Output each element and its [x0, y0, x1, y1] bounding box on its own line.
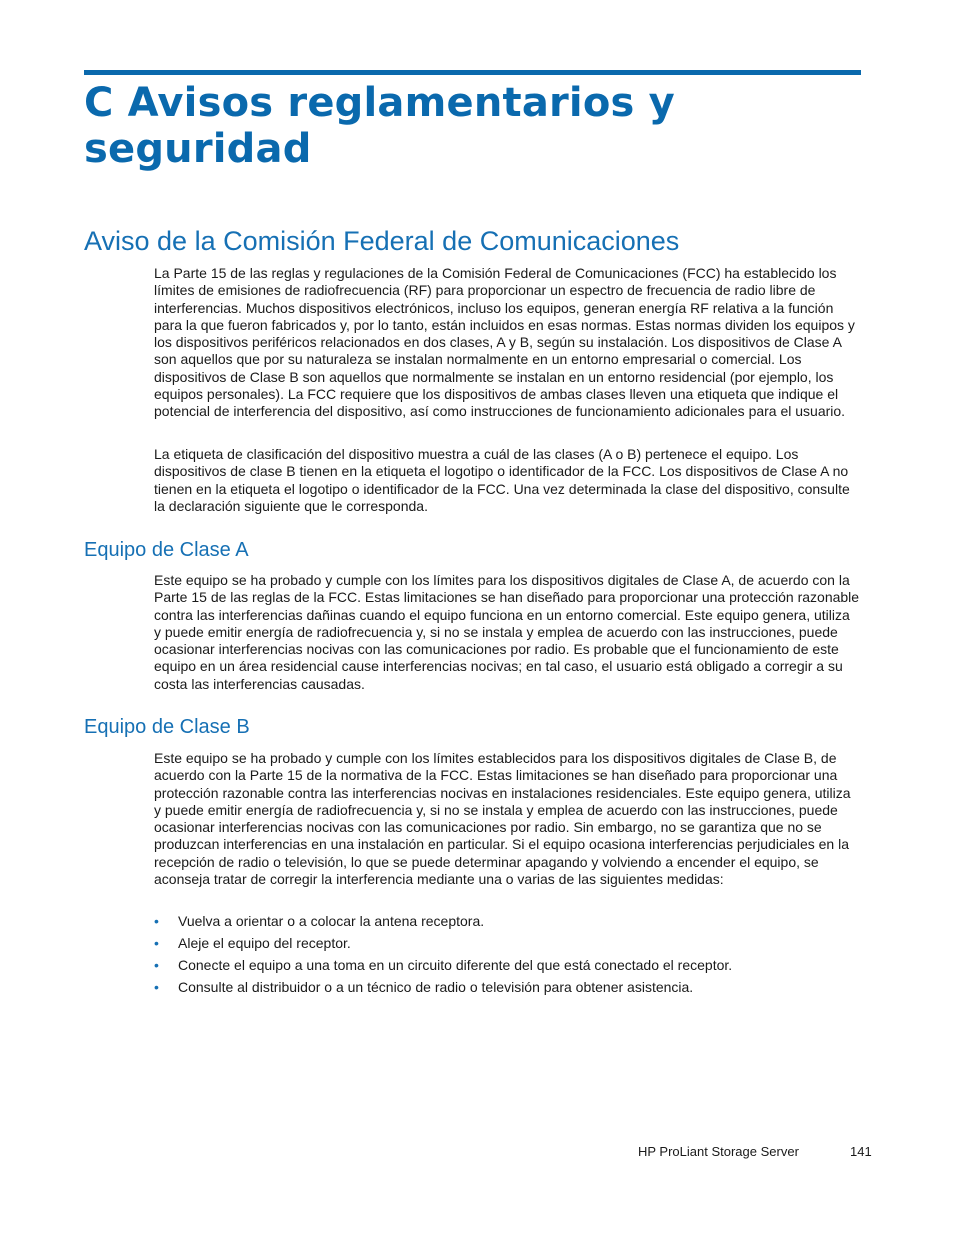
class-b-paragraph: Este equipo se ha probado y cumple con los límites establecidos para los dispositivos digitales de Clase B, de acuerdo con la Parte 15 de la normativa de la FCC. Estas limitaciones se han diseñado para proporcionar una protección razonable contra las interferencias nocivas en instalaciones residenciales. Este equipo genera, utiliza y puede emitir energía de radiofrecuencia y, si no se instala y emplea de acuerdo con las instrucciones, puede ocasionar interferencias nocivas con las comunicaciones por radio. Sin embargo, no se garantiza que no se produzcan interferencias en una instalación en particular. Si el equipo ocasiona interferencias perjudiciales en la recepción de radio o televisión, lo que se puede determinar apagando y volviendo a encender el equipo, se aconseja tratar de corregir la interferencia mediante una o varias de las siguientes medidas: — [154, 750, 851, 888]
section-title-fcc: Aviso de la Comisión Federal de Comunicaciones — [84, 226, 680, 256]
bullet-icon: • — [154, 913, 159, 929]
bullet-icon: • — [154, 957, 159, 973]
fcc-paragraph-1: La Parte 15 de las reglas y regulaciones de la Comisión Federal de Comunicaciones (FCC) ha establecido los límites de emisiones de radiofrecuencia (RF) para proporcionar un espectro de frecuencia de radio libre de interferencias. Muchos dispositivos electrónicos, incluso los equipos, generan energía RF relativa a la función para la que fueron fabricados y, por lo tanto, están incluidos en esas normas. Estas normas dividen los equipos y los dispositivos periféricos relacionados en dos clases, A y B, según su instalación. Los dispositivos de Clase A son aquellos que por su naturaleza se instalan normalmente en un entorno empresarial o comercial. Los dispositivos de Clase B son aquellos que normalmente se instalan en un entorno residencial (por ejemplo, los equipos personales). La FCC requiere que los dispositivos de ambas clases lleven una etiqueta que indique el potencial de interferencia del dispositivo, así como instrucciones de funcionamiento adicionales para el usuario. — [154, 265, 855, 420]
list-item — [154, 956, 860, 974]
footer-product-name: HP ProLiant Storage Server — [638, 1144, 799, 1159]
bullet-icon: • — [154, 935, 159, 951]
list-item-text: Conecte el equipo a una toma en un circuito diferente del que está conectado el receptor. — [178, 957, 733, 973]
fcc-paragraph-2: La etiqueta de clasificación del dispositivo muestra a cuál de las clases (A o B) pertenece el equipo. Los dispositivos de clase B tienen en la etiqueta el logotipo o identificador de la FCC. Los dispositivos de Clase A no tienen en la etiqueta el logotipo o identificador de la FCC. Una vez determinada la clase del dispositivo, consulte la declaración siguiente que le corresponda. — [154, 446, 850, 514]
list-item-text: Aleje el equipo del receptor. — [178, 935, 351, 951]
measures-list — [154, 912, 860, 1000]
bullet-icon: • — [154, 979, 159, 995]
chapter-title: C Avisos reglamentarios y seguridad — [84, 80, 675, 172]
list-item — [154, 934, 860, 952]
subsection-title-class-b: Equipo de Clase B — [84, 716, 250, 738]
list-item — [154, 978, 860, 996]
class-a-paragraph: Este equipo se ha probado y cumple con los límites para los dispositivos digitales de Clase A, de acuerdo con la Parte 15 de las reglas de la FCC. Estas limitaciones se han diseñado para proporcionar una protección razonable contra las interferencias dañinas cuando el equipo funciona en un entorno comercial. Este equipo genera, utiliza y puede emitir energía de radiofrecuencia y, si no se instala y emplea de acuerdo con las instrucciones, puede ocasionar interferencias nocivas con las comunicaciones por radio. Es probable que el funcionamiento de este equipo en un área residencial cause interferencias nocivas; en tal caso, el usuario está obligado a corregir a su costa las interferencias causadas. — [154, 572, 860, 692]
chapter-rule — [84, 70, 861, 75]
list-item-text: Vuelva a orientar o a colocar la antena receptora. — [178, 913, 485, 929]
list-item — [154, 912, 860, 930]
list-item-text: Consulte al distribuidor o a un técnico de radio o televisión para obtener asistencia. — [178, 979, 694, 995]
footer-page-number: 141 — [850, 1144, 872, 1159]
subsection-title-class-a: Equipo de Clase A — [84, 539, 249, 561]
